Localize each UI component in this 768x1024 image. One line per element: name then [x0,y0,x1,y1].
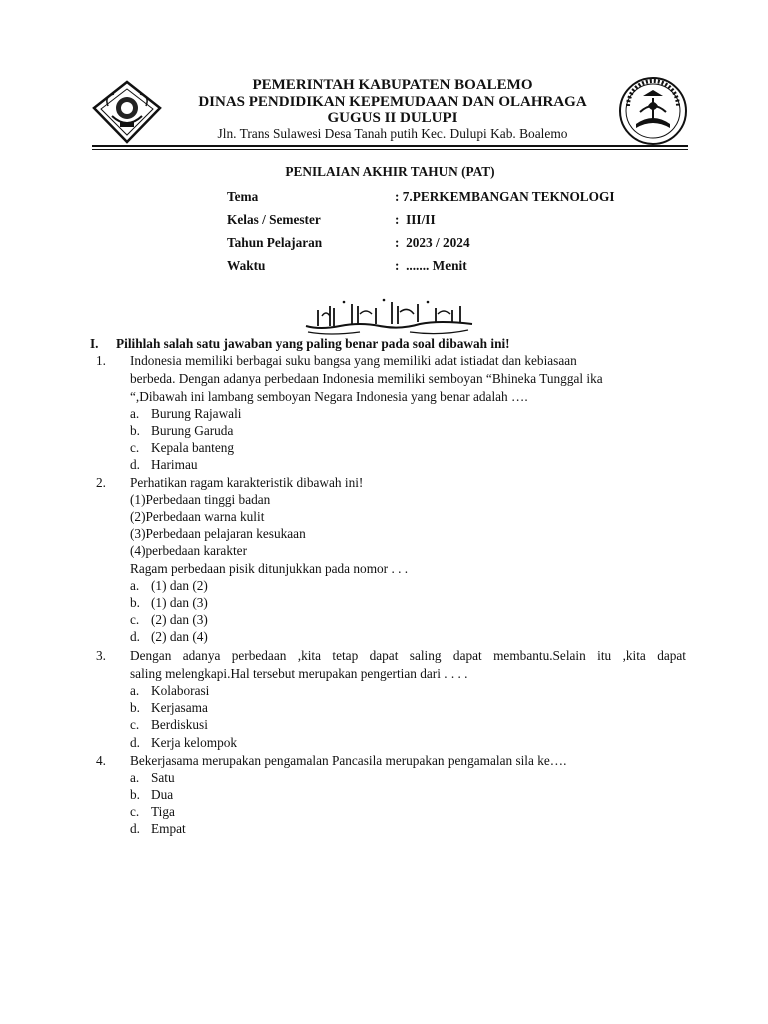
answer-option [130,612,208,628]
question-text: Indonesia memiliki berbagai suku bangsa yang memiliki adat istiadat dan kebiasaan [130,353,577,368]
answer-option [130,423,233,439]
option-text: Harimau [151,457,198,472]
header-rule-thick [92,145,688,147]
header-line-2: DINAS PENDIDIKAN KEPEMUDAAN DAN OLAHRAGA [198,94,587,110]
meta-row-tahun [227,235,687,253]
basmalah-calligraphy-icon [300,296,480,336]
answer-option [130,683,209,699]
question-text: (1)Perbedaan tinggi badan [130,492,271,507]
answer-option [130,717,208,733]
header-line-3: GUGUS II DULUPI [327,110,458,126]
meta-label: Waktu [227,258,266,273]
section-instruction-text: Pilihlah salah satu jawaban yang paling benar pada soal dibawah ini! [116,336,510,351]
meta-value: : III/II [395,212,436,227]
answer-option [130,804,175,820]
option-letter: c. [130,612,140,627]
answer-option [130,440,234,456]
option-letter: b. [130,787,140,802]
option-text: (2) dan (3) [151,612,208,627]
meta-value: : 2023 / 2024 [395,235,470,250]
header-line-1: PEMERINTAH KABUPATEN BOALEMO [252,77,533,93]
answer-option [130,787,173,803]
meta-row-waktu [227,258,687,276]
option-letter: a. [130,770,140,785]
option-text: Satu [151,770,175,785]
meta-label: Tema [227,189,259,204]
option-letter: a. [130,683,140,698]
option-letter: c. [130,804,140,819]
question-text: Bekerjasama merupakan pengamalan Pancasila merupakan pengamalan sila ke…. [130,753,567,768]
option-letter: a. [130,406,140,421]
meta-label: Tahun Pelajaran [227,235,323,250]
answer-option [130,735,237,751]
question-text: Dengan adanya perbedaan ,kita tetap dapat saling dapat membantu.Selain itu ,kita dapat [130,648,686,663]
question-text: “,Dibawah ini lambang semboyan Negara Indonesia yang benar adalah …. [130,389,528,404]
answer-option [130,821,186,837]
meta-value: : ....... Menit [395,258,467,273]
question-text: (4)perbedaan karakter [130,543,248,558]
question-text: (3)Perbedaan pelajaran kesukaan [130,526,306,541]
option-text: Empat [151,821,186,836]
option-text: Burung Rajawali [151,406,242,421]
option-letter: d. [130,457,140,472]
question-number: 3. [96,648,106,663]
question-text: (2)Perbedaan warna kulit [130,509,265,524]
question-number: 2. [96,475,106,490]
option-letter: c. [130,440,140,455]
option-text: Kerjasama [151,700,208,715]
question-text: saling melengkapi.Hal tersebut merupakan pengertian dari . . . . [130,666,468,681]
option-letter: b. [130,700,140,715]
tut-wuri-handayani-icon [618,76,688,146]
option-letter: d. [130,735,140,750]
option-text: Berdiskusi [151,717,208,732]
option-letter: d. [130,821,140,836]
answer-option [130,595,208,611]
option-letter: c. [130,717,140,732]
option-text: Kerja kelompok [151,735,238,750]
question-text: Perhatikan ragam karakteristik dibawah ini! [130,475,364,490]
question-text: berbeda. Dengan adanya perbedaan Indonesia memiliki semboyan “Bhineka Tunggal ika [130,371,603,386]
option-letter: b. [130,423,140,438]
question-number: 1. [96,353,106,368]
header-rule-thin [92,149,688,150]
header-address: Jln. Trans Sulawesi Desa Tanah putih Kec. Dulupi Kab. Boalemo [217,126,568,141]
meta-label: Kelas / Semester [227,212,321,227]
question-number: 4. [96,753,106,768]
meta-row-tema [227,189,687,207]
option-text: Dua [151,787,174,802]
answer-option [130,770,175,786]
option-text: (2) dan (4) [151,629,208,644]
meta-row-kelas [227,212,687,230]
option-letter: d. [130,629,140,644]
option-text: Kepala banteng [151,440,235,455]
option-text: Tiga [151,804,175,819]
answer-option [130,629,208,645]
option-letter: a. [130,578,140,593]
option-text: (1) dan (3) [151,595,208,610]
option-letter: b. [130,595,140,610]
answer-option [130,700,208,716]
exam-title: PENILAIAN AKHIR TAHUN (PAT) [285,164,495,179]
meta-value: : 7.PERKEMBANGAN TEKNOLOGI [395,189,615,204]
answer-option [130,457,198,473]
answer-option [130,406,241,422]
option-text: (1) dan (2) [151,578,208,593]
option-text: Burung Garuda [151,423,234,438]
question-text: Ragam perbedaan pisik ditunjukkan pada nomor . . . [130,561,409,576]
answer-option [130,578,208,594]
section-number: I. [90,336,99,351]
option-text: Kolaborasi [151,683,210,698]
